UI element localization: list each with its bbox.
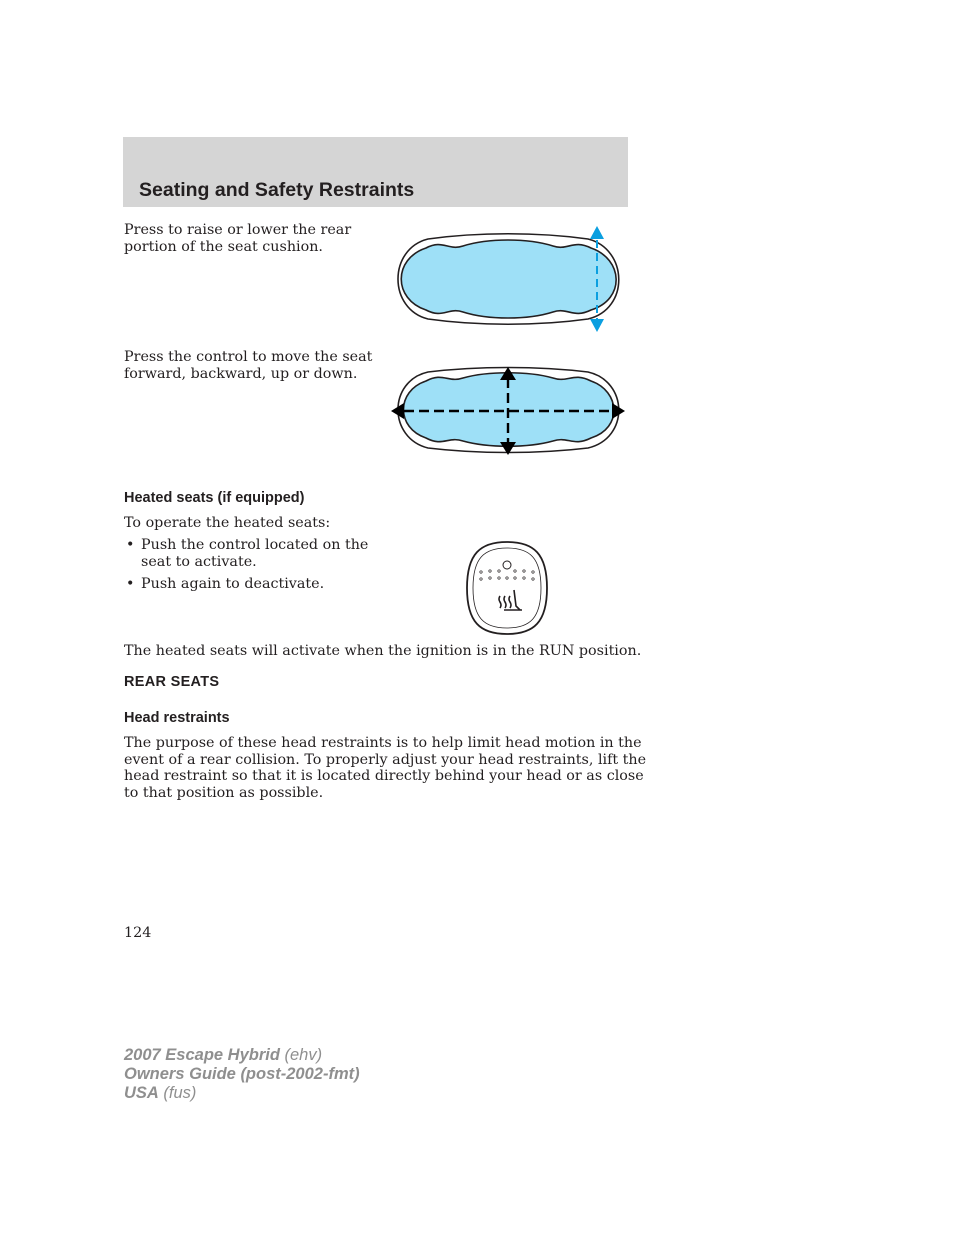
text-line: forward, backward, up or down. — [124, 365, 358, 382]
text-line: Push the control located on the — [141, 537, 369, 553]
seat-move-text — [124, 349, 372, 382]
page-number: 124 — [124, 925, 152, 941]
footer-line-1: 2007 Escape Hybrid (ehv) — [124, 1046, 323, 1064]
list-item — [124, 537, 381, 570]
footer-line-3: USA (fus) — [124, 1084, 197, 1102]
text-line: seat to activate. — [141, 553, 257, 570]
text-line: Press the control to move the seat — [124, 349, 373, 365]
seat-move-control-icon — [388, 366, 628, 456]
text-line: The purpose of these head restraints is to help limit head motion in the — [124, 735, 642, 751]
document-footer — [124, 1046, 360, 1103]
text-line: event of a rear collision. To properly adjust your head restraints, lift the — [124, 751, 647, 768]
footer-line-2: Owners Guide (post-2002-fmt) — [124, 1065, 360, 1083]
seat-tilt-control-icon — [388, 224, 630, 334]
text-line: Press to raise or lower the rear — [124, 222, 352, 238]
text-line: to that position as possible. — [124, 784, 324, 801]
head-restraints-heading: Head restraints — [124, 710, 230, 726]
heated-seats-note: The heated seats will activate when the ignition is in the RUN position. — [124, 643, 642, 659]
head-restraints-paragraph — [124, 735, 646, 801]
text-line: portion of the seat cushion. — [124, 238, 323, 255]
section-title: Seating and Safety Restraints — [139, 179, 415, 201]
heated-seat-button-icon — [464, 540, 550, 636]
list-item — [124, 576, 381, 593]
heated-seats-intro: To operate the heated seats: — [124, 515, 331, 531]
rear-seats-heading: REAR SEATS — [124, 674, 220, 690]
bullet: • — [126, 576, 135, 592]
text-line: Push again to deactivate. — [141, 576, 325, 592]
heated-seats-heading: Heated seats (if equipped) — [124, 490, 305, 506]
text-line: head restraint so that it is located directly behind your head or as close — [124, 768, 644, 784]
bullet: • — [126, 537, 135, 553]
section-header-bar — [123, 137, 628, 207]
seat-cushion-text — [124, 222, 351, 255]
